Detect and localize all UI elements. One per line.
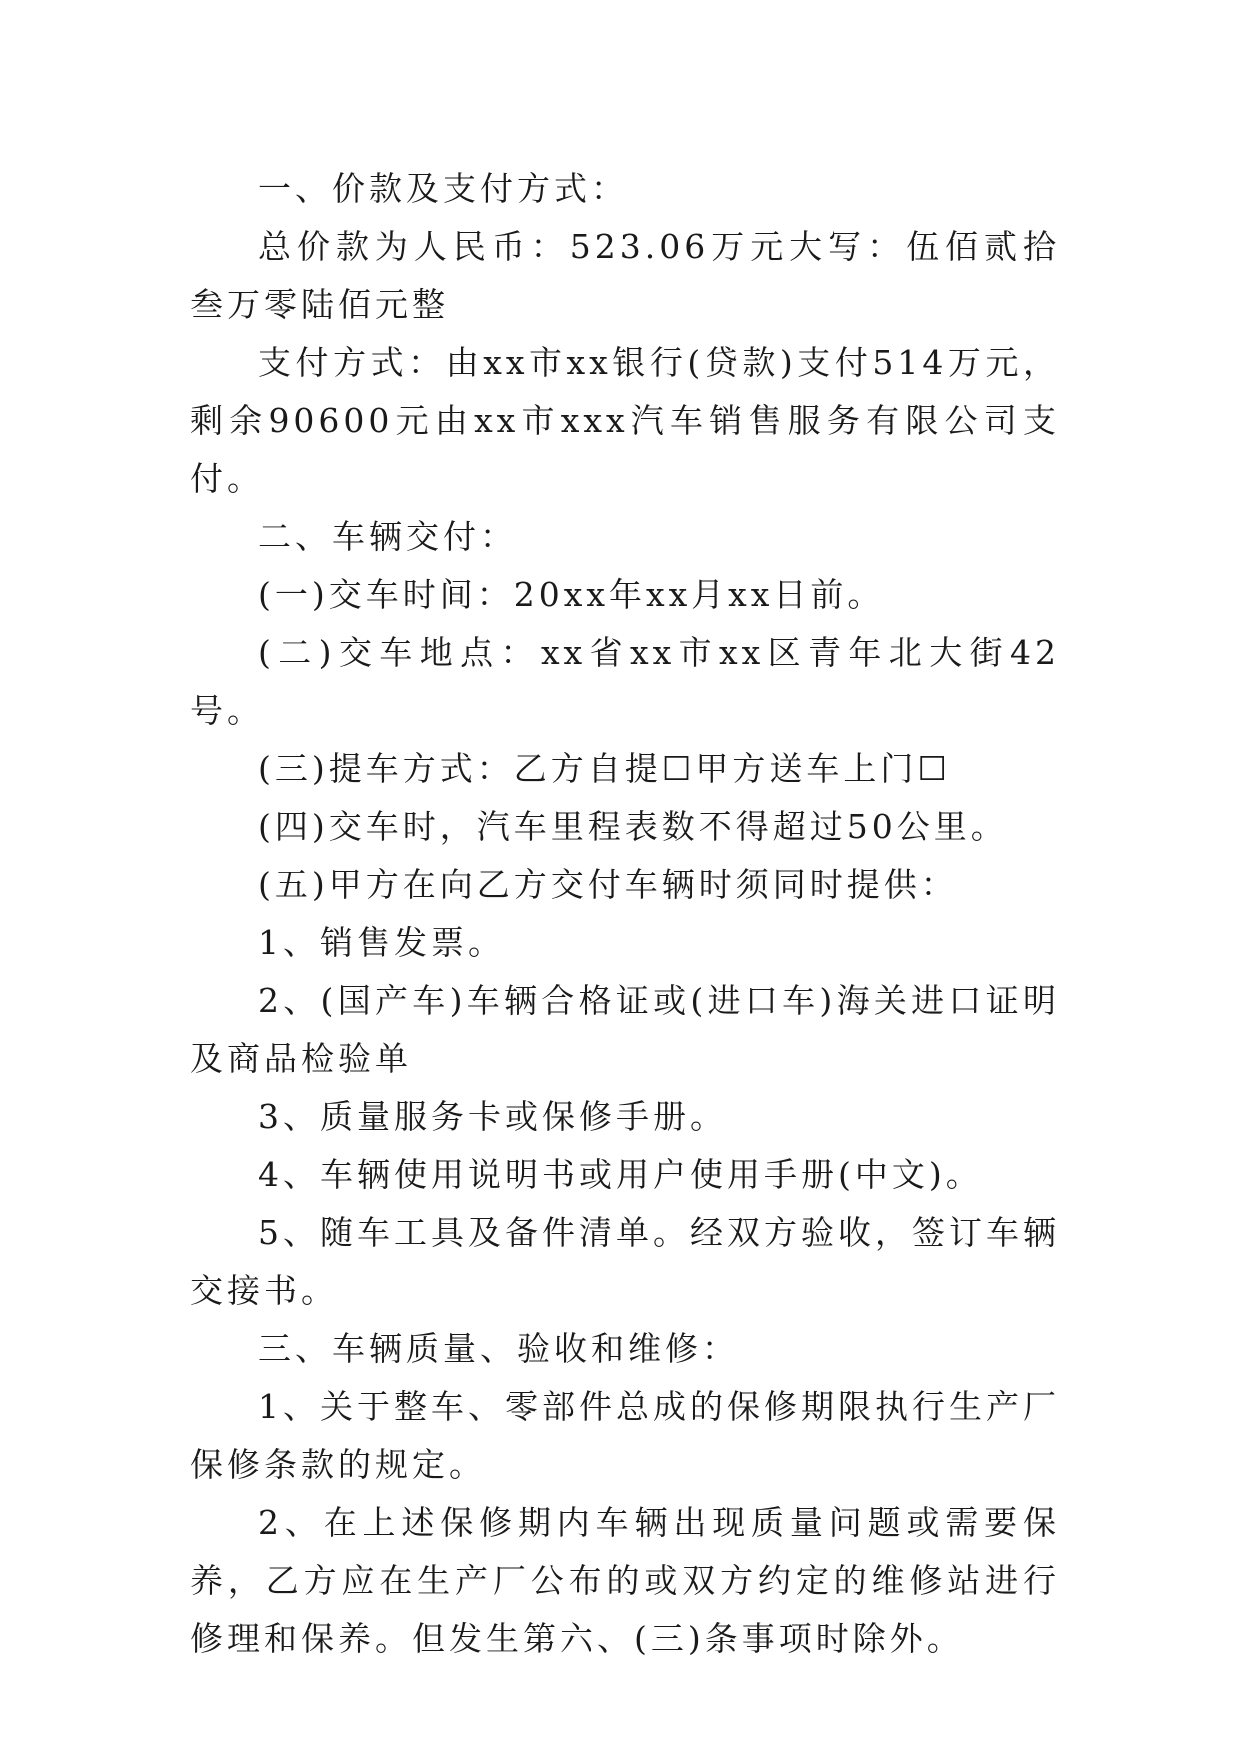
section-heading-vehicle-delivery: 二、车辆交付： <box>258 517 517 556</box>
delivery-documents-paragraph: (五)甲方在向乙方交付车辆时须同时提供： <box>258 865 958 904</box>
list-item-warranty-card: 3、质量服务卡或保修手册。 <box>258 1097 727 1136</box>
payment-method-paragraph: 支付方式：由xx市xx银行(贷款)支付514万元，剩余90600元由xx市xxx汽车销售服务有限公司支付。 <box>190 343 1060 498</box>
warranty-terms-paragraph: 1、关于整车、零部件总成的保修期限执行生产厂保修条款的规定。 <box>190 1387 1060 1484</box>
document-body <box>190 160 1060 1668</box>
delivery-time-paragraph: (一)交车时间：20xx年xx月xx日前。 <box>258 575 885 614</box>
list-item-manual: 4、车辆使用说明书或用户使用手册(中文)。 <box>258 1155 983 1194</box>
odometer-limit-paragraph: (四)交车时，汽车里程表数不得超过50公里。 <box>258 807 1008 846</box>
pickup-method-paragraph: (三)提车方式：乙方自提☐甲方送车上门☐ <box>258 749 951 788</box>
delivery-location-paragraph: (二)交车地点：xx省xx市xx区青年北大街42号。 <box>190 633 1060 730</box>
list-item-tools: 5、随车工具及备件清单。经双方验收，签订车辆交接书。 <box>190 1213 1060 1310</box>
section-heading-price-payment: 一、价款及支付方式： <box>258 169 628 208</box>
total-price-paragraph: 总价款为人民币：523.06万元大写：伍佰贰拾叁万零陆佰元整 <box>190 227 1060 324</box>
repair-station-paragraph: 2、在上述保修期内车辆出现质量问题或需要保养，乙方应在生产厂公布的或双方约定的维修站进行修理和保养。但发生第六、(三)条事项时除外。 <box>190 1503 1060 1658</box>
list-item-certificate: 2、(国产车)车辆合格证或(进口车)海关进口证明及商品检验单 <box>190 981 1060 1078</box>
list-item-invoice: 1、销售发票。 <box>258 923 505 962</box>
section-heading-quality-repair: 三、车辆质量、验收和维修： <box>258 1329 739 1368</box>
